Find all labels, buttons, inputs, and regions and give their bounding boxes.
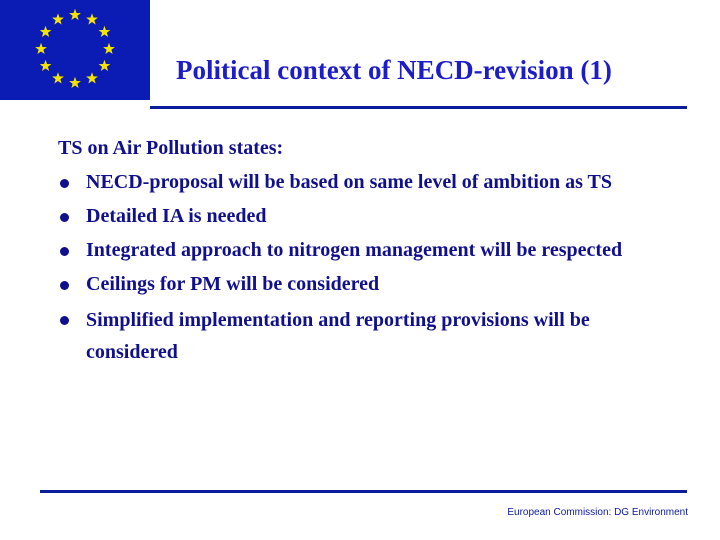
intro-text: TS on Air Pollution states: bbox=[58, 137, 284, 159]
eu-stars-circle bbox=[0, 0, 150, 100]
list-item bbox=[58, 270, 678, 299]
bullet-list bbox=[58, 168, 678, 368]
star-icon bbox=[69, 77, 81, 88]
star-icon bbox=[99, 26, 111, 37]
bullet-text: NECD-proposal will be based on same level of ambition as TS bbox=[86, 171, 612, 193]
bullet-dot-icon bbox=[60, 281, 69, 290]
bullet-dot-icon bbox=[60, 247, 69, 256]
footer-divider bbox=[40, 490, 687, 493]
star-icon bbox=[40, 26, 52, 37]
eu-flag-icon bbox=[0, 0, 150, 100]
star-icon bbox=[99, 60, 111, 71]
footer-text: European Commission: DG Environment bbox=[507, 507, 688, 518]
bullet-dot-icon bbox=[60, 179, 69, 188]
bullet-dot-icon bbox=[60, 316, 69, 325]
star-icon bbox=[52, 13, 64, 24]
bullet-text: Integrated approach to nitrogen management will be respected bbox=[86, 239, 623, 261]
star-icon bbox=[69, 9, 81, 20]
list-item bbox=[58, 236, 678, 265]
list-item bbox=[58, 202, 678, 231]
star-icon bbox=[35, 43, 47, 54]
star-icon bbox=[40, 60, 52, 71]
slide-title: Political context of NECD-revision (1) bbox=[176, 55, 612, 85]
bullet-text: Ceilings for PM will be considered bbox=[86, 273, 380, 295]
bullet-dot-icon bbox=[60, 213, 69, 222]
star-icon bbox=[86, 13, 98, 24]
star-icon bbox=[86, 72, 98, 83]
slide-body bbox=[58, 134, 678, 373]
bullet-text: Detailed IA is needed bbox=[86, 205, 267, 227]
bullet-text: Simplified implementation and reporting provisions will be considered bbox=[86, 309, 590, 363]
list-item bbox=[58, 304, 678, 368]
list-item bbox=[58, 168, 678, 197]
star-icon bbox=[103, 43, 115, 54]
title-divider bbox=[150, 106, 687, 109]
star-icon bbox=[52, 72, 64, 83]
